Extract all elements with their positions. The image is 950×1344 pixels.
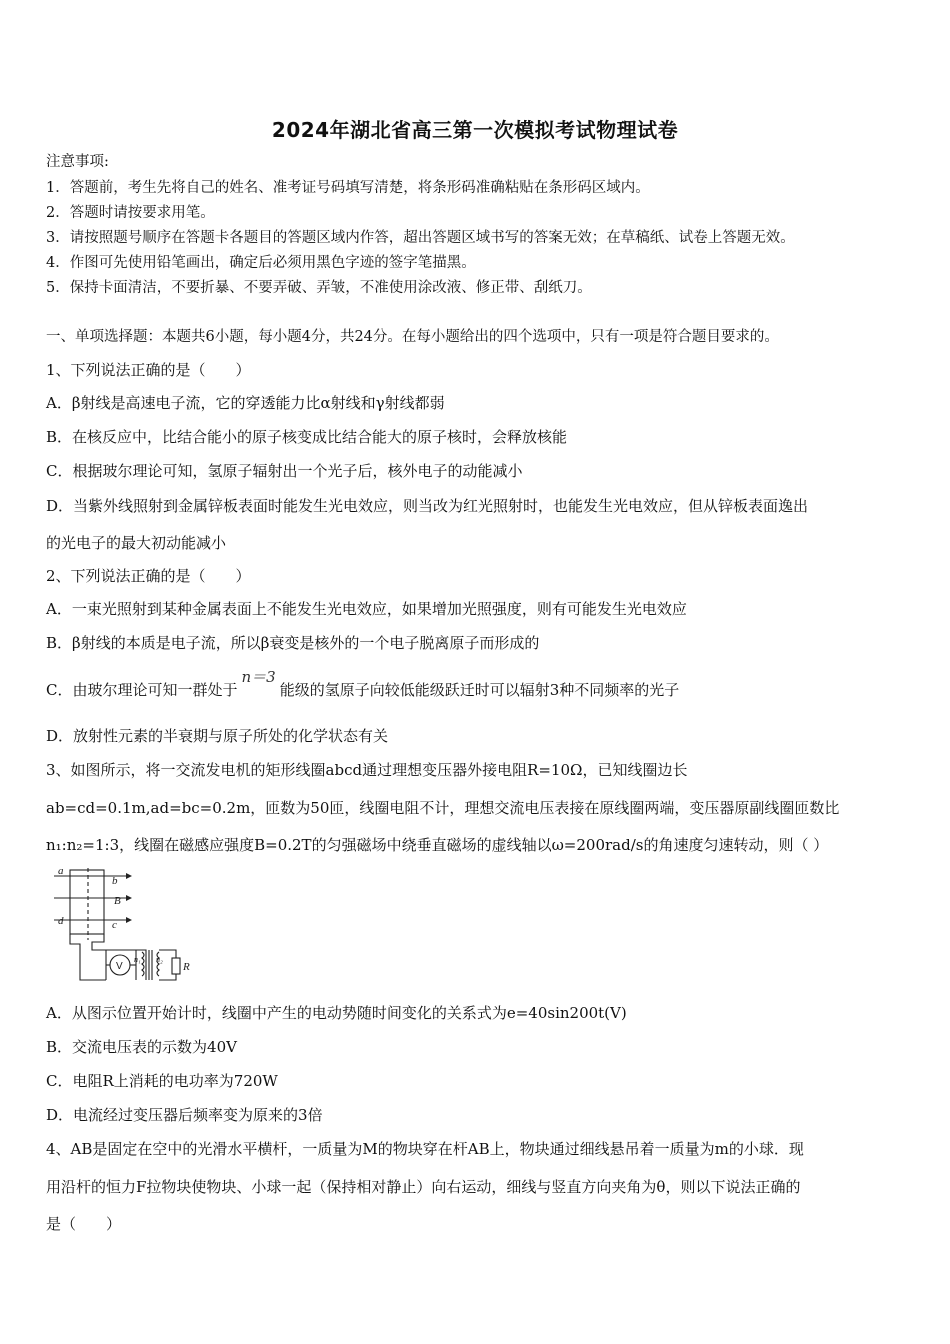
- q2-option-b: B．β射线的本质是电子流，所以β衰变是核外的一个电子脱离原子而形成的: [46, 634, 540, 652]
- q4-stem-line1: 4、AB是固定在空中的光滑水平横杆，一质量为M的物块穿在杆AB上，物块通过细线悬吊着一质量为m的小球．现: [46, 1140, 804, 1158]
- notice-item-3: 3．请按照题号顺序在答题卡各题目的答题区域内作答，超出答题区域书写的答案无效；在草稿纸、试卷上答题无效。: [46, 230, 795, 246]
- q1-stem: 1、下列说法正确的是（ ）: [46, 361, 251, 379]
- notice-item-5: 5．保持卡面清洁，不要折暴、不要弄破、弄皱，不准使用涂改液、修正带、刮纸刀。: [46, 280, 592, 296]
- voltmeter-label: V: [116, 961, 123, 972]
- q2-option-c-suffix: 能级的氢原子向较低能级跃迁时可以辐射3种不同频率的光子: [279, 681, 680, 699]
- label-a: a: [58, 865, 64, 877]
- page-title: 2024年湖北省高三第一次模拟考试物理试卷: [271, 118, 679, 142]
- q1-option-d-line2: 的光电子的最大初动能减小: [46, 534, 227, 552]
- q3-stem-line1: 3、如图所示，将一交流发电机的矩形线圈abcd通过理想变压器外接电阻R=10Ω，已知线圈边长: [46, 761, 688, 779]
- q1-option-d-line1: D．当紫外线照射到金属锌板表面时能发生光电效应，则当改为红光照射时，也能发生光电效应，但从锌板表面逸出: [46, 497, 809, 515]
- label-R: R: [183, 961, 190, 973]
- notice-heading: 注意事项:: [46, 154, 109, 170]
- label-b: b: [112, 875, 118, 887]
- label-n1: n₁: [134, 955, 141, 964]
- q2-option-d: D．放射性元素的半衰期与原子所处的化学状态有关: [46, 727, 389, 745]
- q3-option-a: A．从图示位置开始计时，线圈中产生的电动势随时间变化的关系式为e=40sin200t(V): [46, 1004, 627, 1022]
- q1-option-b: B．在核反应中，比结合能小的原子核变成比结合能大的原子核时，会释放核能: [46, 428, 568, 446]
- q2-option-c-formula: n＝3: [241, 668, 276, 686]
- label-d: d: [58, 915, 64, 927]
- q4-stem-line3: 是（ ）: [46, 1215, 122, 1233]
- q2-option-c-prefix: C．由玻尔理论可知一群处于: [46, 681, 238, 699]
- label-B: B: [114, 895, 121, 907]
- q2-stem: 2、下列说法正确的是（ ）: [46, 567, 251, 585]
- q2-option-a: A．一束光照射到某种金属表面上不能发生光电效应，如果增加光照强度，则有可能发生光电效应: [46, 600, 687, 618]
- label-n2: n₂: [156, 955, 163, 964]
- notice-item-1: 1．答题前，考生先将自己的姓名、准考证号码填写清楚，将条形码准确粘贴在条形码区域内。: [46, 180, 650, 196]
- q3-stem-line3: n₁:n₂=1:3，线圈在磁感应强度B=0.2T的匀强磁场中绕垂直磁场的虚线轴以ω=200rad/s的角速度匀速转动，则（ ）: [46, 836, 829, 854]
- q4-stem-line2: 用沿杆的恒力F拉物块使物块、小球一起（保持相对静止）向右运动，细线与竖直方向夹角为θ，则以下说法正确的: [46, 1178, 801, 1196]
- q3-option-d: D．电流经过变压器后频率变为原来的3倍: [46, 1106, 323, 1124]
- section-heading: 一、单项选择题：本题共6小题，每小题4分，共24分。在每小题给出的四个选项中，只有一项是符合题目要求的。: [46, 329, 779, 345]
- q3-option-b: B．交流电压表的示数为40V: [46, 1038, 237, 1056]
- q1-option-a: A．β射线是高速电子流，它的穿透能力比α射线和γ射线都弱: [46, 394, 445, 412]
- label-c: c: [112, 919, 117, 931]
- notice-item-4: 4．作图可先使用铅笔画出，确定后必须用黑色字迹的签字笔描黑。: [46, 255, 476, 271]
- notice-item-2: 2．答题时请按要求用笔。: [46, 205, 215, 221]
- q3-option-c: C．电阻R上消耗的电功率为720W: [46, 1072, 278, 1090]
- q1-option-c: C．根据玻尔理论可知，氢原子辐射出一个光子后，核外电子的动能减小: [46, 462, 523, 480]
- generator-circuit-diagram: [46, 864, 196, 988]
- q2-option-c: [46, 668, 680, 700]
- q3-stem-line2: ab=cd=0.1m,ad=bc=0.2m，匝数为50匝，线圈电阻不计，理想交流电压表接在原线圈两端，变压器原副线圈匝数比: [46, 799, 840, 817]
